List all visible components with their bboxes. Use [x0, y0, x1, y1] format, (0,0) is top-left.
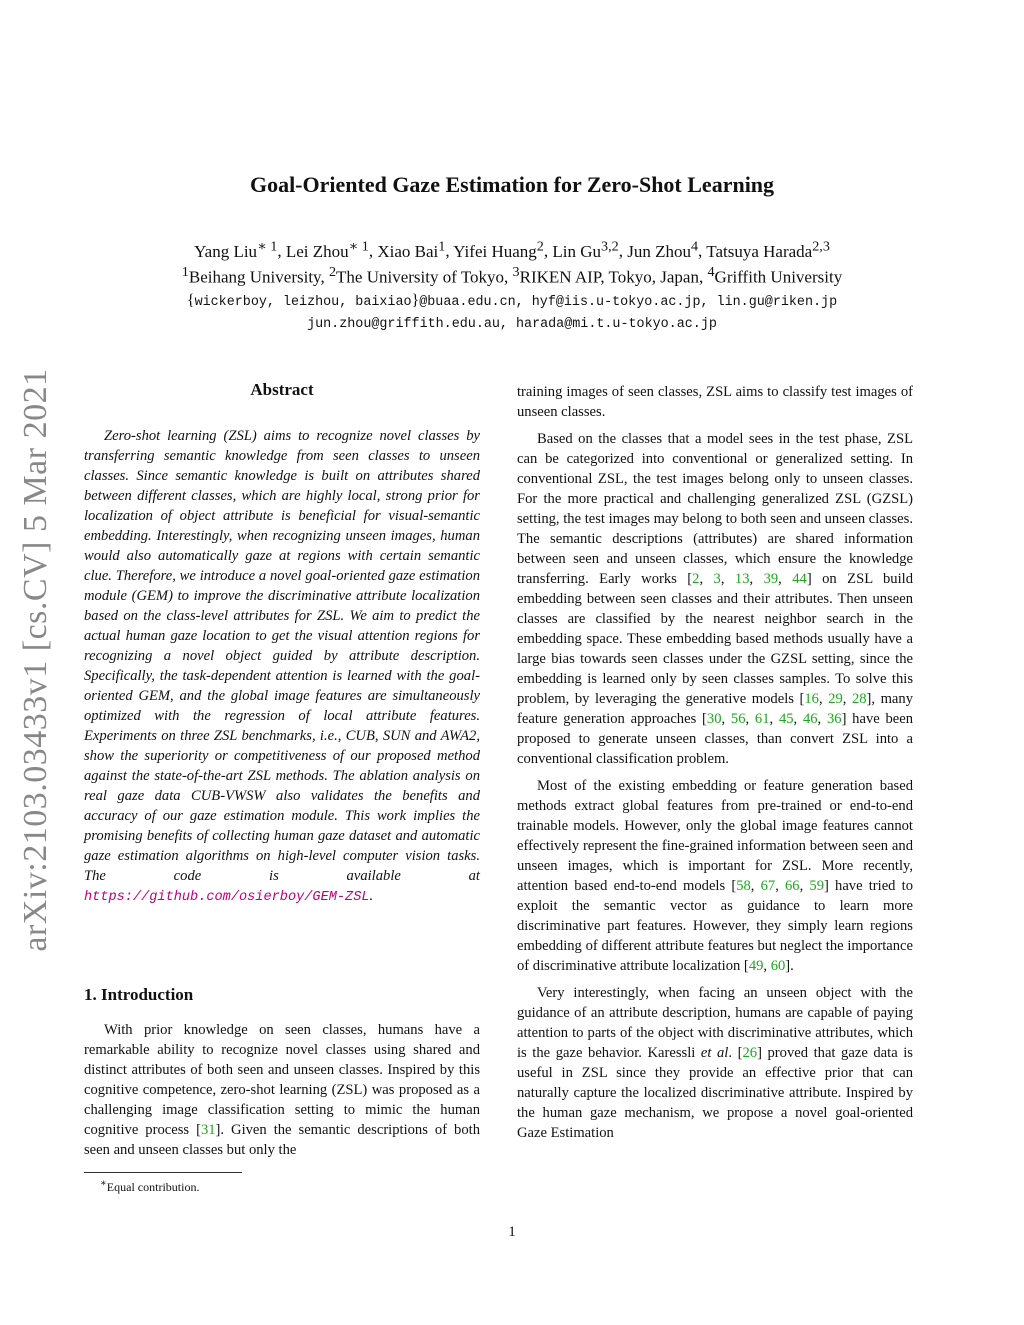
right-column-body — [517, 382, 913, 1150]
footnote-rule — [84, 1172, 242, 1173]
citation[interactable]: 59 — [809, 878, 824, 894]
abstract-body: Zero-shot learning (ZSL) aims to recognize novel classes by transferring semantic knowledge from seen classes to unseen classes. Since semantic knowledge is built on attributes shared between different classes, which are highly local, strong prior for localization of object attribute is beneficial for visual-semantic embedding. Interestingly, when recognizing unseen images, human would also automatically gaze at regions with certain semantic clue. Therefore, we introduce a novel goal-oriented gaze estimation module (GEM) to improve the discriminative attribute localization based on the class-level attributes for ZSL. We aim to predict the actual human gaze location to get the visual attention regions for recognizing a novel object guided by attribute description. Specifically, the task-dependent attention is learned with the goal-oriented GEM, and the global image features are simultaneously optimized with the regression of local attribute features. Experiments on three ZSL benchmarks, i.e., CUB, SUN and AWA2, show the superiority or competitiveness of our proposed method against the state-of-the-art ZSL methods. The ablation analysis on real gaze data CUB-VWSW also validates the benefits and accuracy of our gaze estimation module. This work implies the promising benefits of collecting human gaze dataset and automatic gaze estimation algorithms on high-level computer vision tasks. The code is available at https://github.com/osierboy/GEM-ZSL. — [84, 428, 480, 905]
citation[interactable]: 36 — [826, 711, 842, 727]
author: Tatsuya Harada$^{2,3}$ — [706, 238, 830, 261]
citation[interactable]: 26 — [742, 1045, 758, 1061]
citation[interactable]: 39 — [763, 571, 779, 587]
citation[interactable]: 58 — [736, 878, 751, 894]
citation[interactable]: 49 — [748, 958, 764, 974]
code-link[interactable]: https://github.com/osierboy/GEM-ZSL — [84, 890, 370, 905]
affiliations: $^1$Beihang University, $^2$The University of Tokyo, $^3$RIKEN AIP, Tokyo, Japan, $^4$Griffith University — [181, 264, 843, 287]
citation[interactable]: 45 — [778, 711, 794, 727]
introduction-body: With prior knowledge on seen classes, humans have a remarkable ability to recognize novel classes using shared and distinct attributes of both seen and unseen classes. Inspired by this cognitive competence, zero-shot learning (ZSL) was proposed as a challenging image classification setting to mimic the human cognitive process [31]. Given the semantic descriptions of both seen and unseen classes but only the — [84, 1022, 481, 1158]
citation[interactable]: 29 — [828, 691, 843, 707]
paragraph: Very interestingly, when facing an unseen object with the guidance of an attribute description, humans are capable of paying attention to parts of the object with discriminative attributes, which is the gaze behavior. Karessli et al. [26] proved that gaze data is useful in ZSL since they provide an effective prior that can naturally capture the localized discriminative attribute. Inspired by the human gaze mechanism, we propose a novel goal-oriented Gaze Estimation — [517, 985, 913, 1141]
paragraph: Based on the classes that a model sees in the test phase, ZSL can be categorized into conventional or generalized setting. In conventional ZSL, the test images belong only to unseen classes. For the more practical and challenging generalized ZSL (GZSL) setting, the test images may belong to both seen and unseen classes. The semantic descriptions (attributes) are shared information between seen and unseen classes, which ensure the knowledge transferring. Early works [2, 3, 13, 39, 44] on ZSL build embedding between seen classes and their attributes. Then unseen classes are classified by the nearest neighbor search in the embedding space. These embedding based methods usually have a large bias towards seen classes under the GZSL setting, since the embedding is learned only by seen classes samples. To solve this problem, by leveraging the generative models [16, 29, 28], many feature generation approaches [30, 56, 61, 45, 46, 36] have been proposed to generate unseen classes, than convert ZSL into a conventional classification problem. — [517, 431, 914, 767]
author: Lei Zhou$^{∗ 1}$ — [285, 238, 369, 261]
citation[interactable]: 46 — [802, 711, 818, 727]
author: Jun Zhou$^4$ — [627, 238, 699, 261]
email-line-1: {wickerboy, leizhou, baixiao}@buaa.edu.cn, hyf@iis.u-tokyo.ac.jp, lin.gu@riken.jp — [186, 292, 838, 310]
paper-title: Goal-Oriented Gaze Estimation for Zero-Shot Learning — [249, 172, 775, 197]
author-list: Yang Liu$^{∗ 1}$, Lei Zhou$^{∗ 1}$, Xiao Bai$^1$, Yifei Huang$^2$, Lin Gu$^{3,2}$, Jun Zhou$^4$, Tatsuya Harada$^{2,3}$ — [194, 238, 830, 261]
citation[interactable]: 56 — [730, 711, 746, 727]
page-number: 1 — [508, 1224, 516, 1240]
citation[interactable]: 30 — [706, 711, 722, 727]
author: Lin Gu$^{3,2}$ — [552, 238, 619, 261]
citation[interactable]: 28 — [851, 691, 867, 707]
citation[interactable]: 13 — [734, 571, 750, 587]
author: Yang Liu$^{∗ 1}$ — [194, 238, 278, 261]
citation[interactable]: 3 — [713, 571, 721, 587]
citation[interactable]: 66 — [785, 878, 800, 894]
arxiv-stamp: arXiv:2103.03433v1 [cs.CV] 5 Mar 2021 — [17, 368, 54, 952]
section-heading-introduction: 1. Introduction — [84, 985, 194, 1004]
citation[interactable]: 60 — [770, 958, 786, 974]
citation[interactable]: 2 — [692, 571, 700, 587]
paragraph: Most of the existing embedding or feature generation based methods extract global features from pre-trained or end-to-end trainable models. However, only the global image features cannot effectively represent the fine-grained information between seen and unseen images, which is important for ZSL. More recently, attention based end-to-end models [58, 67, 66, 59] have tried to exploit the semantic vector as guidance to learn more discriminative part features. However, they simply learn regions embedding of different attribute features but neglect the importance of discriminative attribute localization [49, 60]. — [517, 778, 913, 974]
author: Yifei Huang$^2$ — [453, 238, 544, 261]
email-line-2: jun.zhou@griffith.edu.au, harada@mi.t.u-tokyo.ac.jp — [307, 317, 717, 332]
author: Xiao Bai$^1$ — [377, 238, 446, 261]
citation[interactable]: 16 — [804, 691, 819, 707]
citation[interactable]: 61 — [754, 711, 770, 727]
citation[interactable]: 31 — [200, 1122, 216, 1138]
footnote: ∗Equal contribution. — [100, 1178, 200, 1194]
citation[interactable]: 44 — [792, 571, 807, 587]
citation[interactable]: 67 — [760, 878, 776, 894]
paragraph: training images of seen classes, ZSL aims to classify test images of unseen classes. — [517, 384, 913, 420]
abstract-heading: Abstract — [250, 380, 314, 399]
